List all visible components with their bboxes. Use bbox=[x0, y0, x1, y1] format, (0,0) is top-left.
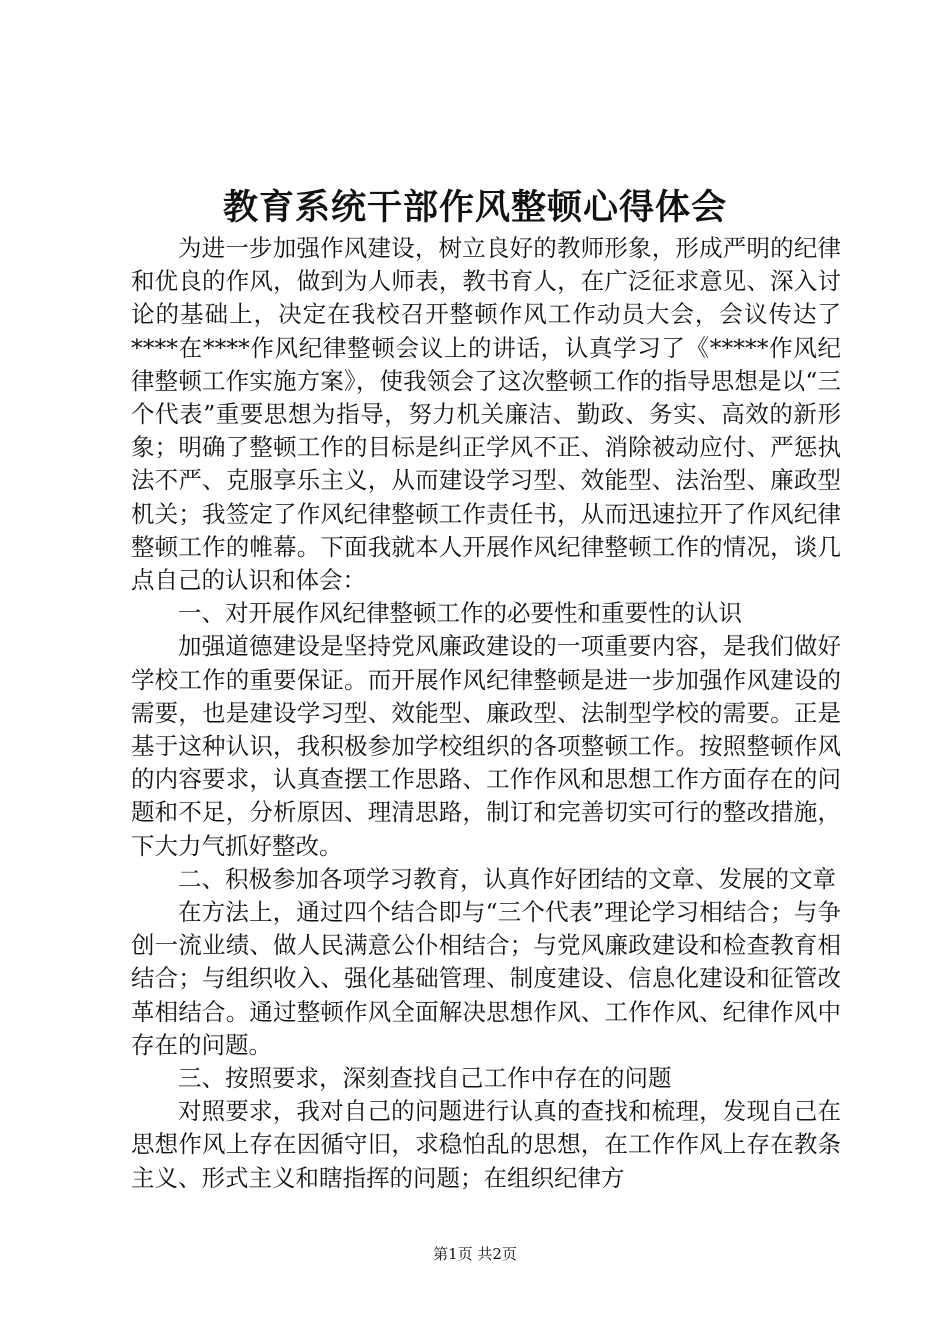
section-heading-2: 二、积极参加各项学习教育，认真作好团结的文章、发展的文章 bbox=[178, 864, 836, 893]
document-body bbox=[131, 232, 841, 1195]
section-heading-3: 三、按照要求，深刻查找自己工作中存在的问题 bbox=[178, 1064, 672, 1093]
section-heading-1: 一、对开展作风纪律整顿工作的必要性和重要性的认识 bbox=[178, 599, 742, 628]
page-footer: 第1页 共2页 bbox=[433, 1245, 517, 1263]
paragraph-section-1: 加强道德建设是坚持党风廉政建设的一项重要内容，是我们做好学校工作的重要保证。而开展作风纪律整顿是进一步加强作风建设的需要，也是建设学习型、效能型、廉政型、法制型学校的需要。正是基于这种认识，我积极参加学校组织的各项整顿工作。按照整顿作风的内容要求，认真查摆工作思路、工作作风和思想工作方面存在的问题和不足，分析原因、理清思路，制订和完善切实可行的整改措施，下大力气抓好整改。 bbox=[131, 632, 841, 860]
paragraph-section-2: 在方法上，通过四个结合即与“三个代表”理论学习相结合；与争创一流业绩、做人民满意公仆相结合；与党风廉政建设和检查教育相结合；与组织收入、强化基础管理、制度建设、信息化建设和征管改革相结合。通过整顿作风全面解决思想作风、工作作风、纪律作风中存在的问题。 bbox=[131, 898, 841, 1059]
paragraph-intro: 为进一步加强作风建设，树立良好的教师形象，形成严明的纪律和优良的作风，做到为人师表，教书育人，在广泛征求意见、深入讨论的基础上，决定在我校召开整顿作风工作动员大会，会议传达了****在****作风纪律整顿会议上的讲话，认真学习了《*****作风纪律整顿工作实施方案》，使我领会了这次整顿工作的指导思想是以“三个代表”重要思想为指导，努力机关廉洁、勤政、务实、高效的新形象；明确了整顿工作的目标是纠正学风不正、消除被动应付、严惩执法不严、克服享乐主义，从而建设学习型、效能型、法治型、廉政型机关；我签定了作风纪律整顿工作责任书，从而迅速拉开了作风纪律整顿工作的帷幕。下面我就本人开展作风纪律整顿工作的情况，谈几点自己的认识和体会： bbox=[131, 234, 841, 595]
document-title: 教育系统干部作风整顿心得体会 bbox=[222, 188, 727, 228]
paragraph-section-3: 对照要求，我对自己的问题进行认真的查找和梳理，发现自己在思想作风上存在因循守旧，求稳怕乱的思想，在工作作风上存在教条主义、形式主义和瞎指挥的问题；在组织纪律方 bbox=[131, 1097, 841, 1192]
